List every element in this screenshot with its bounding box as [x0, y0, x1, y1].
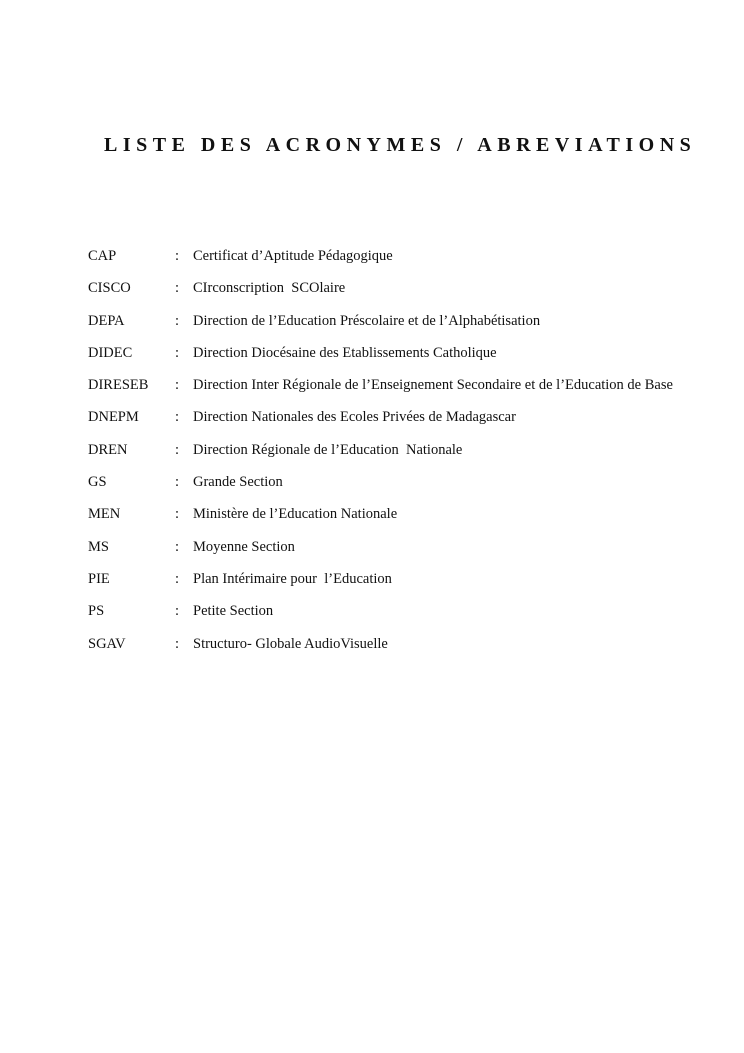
acronym-row: [88, 280, 728, 312]
acronym-list: [88, 248, 728, 668]
acronym-abbreviation: DNEPM: [88, 409, 139, 426]
acronym-row: [88, 603, 728, 635]
acronym-abbreviation: CISCO: [88, 280, 131, 297]
separator-colon: :: [175, 344, 180, 361]
separator-colon: :: [175, 377, 180, 394]
separator-colon: :: [175, 538, 180, 555]
separator-colon: :: [175, 474, 180, 491]
acronym-abbreviation: DREN: [88, 441, 128, 458]
acronym-row: [88, 442, 728, 474]
acronym-row: [88, 345, 728, 377]
acronym-row: [88, 571, 728, 603]
acronym-abbreviation: MS: [88, 538, 109, 555]
acronym-definition: Direction Inter Régionale de l’Enseignement Secondaire et de l’Education de Base: [193, 377, 673, 394]
acronym-definition: Grande Section: [193, 474, 283, 491]
page-title: LISTE DES ACRONYMES / ABREVIATIONS: [104, 134, 697, 156]
acronym-row: [88, 377, 728, 409]
separator-colon: :: [175, 248, 180, 264]
separator-colon: :: [175, 409, 180, 426]
acronym-definition: Structuro- Globale AudioVisuelle: [193, 635, 388, 652]
acronym-abbreviation: GS: [88, 474, 107, 491]
acronym-abbreviation: MEN: [88, 506, 121, 523]
acronym-abbreviation: PS: [88, 603, 105, 620]
acronym-definition: Petite Section: [193, 603, 274, 620]
acronym-abbreviation: CAP: [88, 248, 117, 264]
acronym-abbreviation: DIRESEB: [88, 377, 149, 394]
acronym-abbreviation: DIDEC: [88, 344, 133, 361]
acronym-abbreviation: DEPA: [88, 312, 125, 329]
acronym-row: [88, 248, 728, 280]
acronym-row: [88, 313, 728, 345]
acronym-row: [88, 636, 728, 668]
separator-colon: :: [175, 603, 180, 620]
acronym-definition: Direction de l’Education Préscolaire et de l’Alphabétisation: [193, 312, 541, 329]
acronym-row: [88, 539, 728, 571]
acronym-row: [88, 506, 728, 538]
separator-colon: :: [175, 635, 180, 652]
acronym-abbreviation: SGAV: [88, 635, 126, 652]
acronym-definition: Plan Intérimaire pour l’Education: [193, 570, 392, 587]
acronym-definition: CIrconscription SCOlaire: [193, 280, 346, 297]
acronym-abbreviation: PIE: [88, 570, 110, 587]
separator-colon: :: [175, 570, 180, 587]
acronym-definition: Moyenne Section: [193, 538, 295, 555]
separator-colon: :: [175, 312, 180, 329]
acronym-definition: Direction Diocésaine des Etablissements Catholique: [193, 344, 497, 361]
acronym-definition: Direction Régionale de l’Education Nationale: [193, 441, 463, 458]
separator-colon: :: [175, 441, 180, 458]
separator-colon: :: [175, 280, 180, 297]
acronym-definition: Direction Nationales des Ecoles Privées de Madagascar: [193, 409, 516, 426]
acronym-definition: Certificat d’Aptitude Pédagogique: [193, 248, 393, 264]
separator-colon: :: [175, 506, 180, 523]
acronym-definition: Ministère de l’Education Nationale: [193, 506, 398, 523]
acronym-row: [88, 409, 728, 441]
acronym-row: [88, 474, 728, 506]
